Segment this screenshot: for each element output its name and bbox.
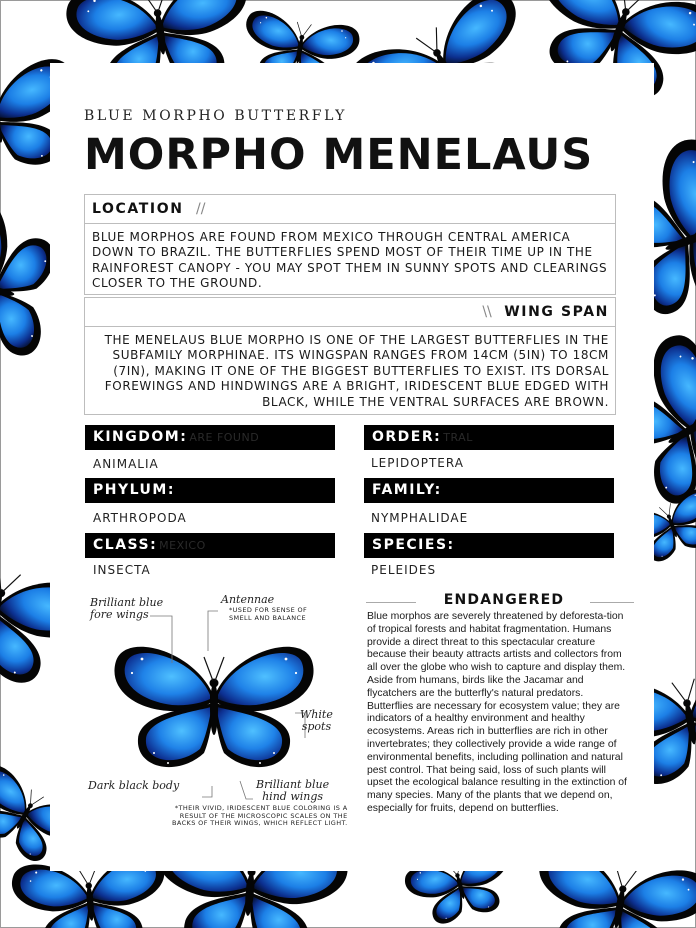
wingspan-header xyxy=(84,297,616,327)
antennae-label: Antennae xyxy=(221,593,275,606)
body-label: Dark black body xyxy=(88,779,180,792)
species-value: PELEIDES xyxy=(371,563,437,577)
wingspan-slash: \\ xyxy=(482,304,492,320)
wingspan-text: THE MENELAUS BLUE MORPHO IS ONE OF THE LARGEST BUTTERFLIES IN THE SUBFAMILY MORPHINAE. ITS WINGSPAN RANGES FROM 14CM (5IN) TO 18CM (7IN), MAKING IT ONE OF THE BIGGEST BUTTERFLIES TO EXIST. ITS DORSAL FOREWINGS AND HINDWINGS ARE A BRIGHT, IRIDESCENT BLUE EDGED WITH BLACK, WHILE THE VENTRAL SURFACES ARE BROWN. xyxy=(104,333,609,409)
poster-card xyxy=(50,63,654,871)
order-label: ORDER: TRAL xyxy=(364,425,614,450)
common-name: BLUE MORPHO BUTTERFLY xyxy=(84,108,347,124)
hind-wings-label: Brilliant blue hind wings xyxy=(256,778,330,803)
wingspan-heading: WING SPAN xyxy=(504,304,609,320)
order-value: LEPIDOPTERA xyxy=(371,456,464,470)
kingdom-label: KINGDOM: ARE FOUND xyxy=(85,425,335,450)
endangered-rule-right xyxy=(590,602,634,603)
kingdom-ghost-text: ARE FOUND xyxy=(189,431,260,444)
location-box xyxy=(84,223,616,295)
white-spots-label: White spots xyxy=(300,708,333,733)
class-ghost-text: MEXICO xyxy=(159,539,206,552)
location-slash: // xyxy=(196,201,206,217)
species-label: SPECIES: xyxy=(364,533,614,558)
phylum-label: PHYLUM: xyxy=(85,478,335,503)
kingdom-value: ANIMALIA xyxy=(93,457,159,471)
diagram-footnote: *THEIR VIVID, IRIDESCENT BLUE COLORING IS A RESULT OF THE MICROSCOPIC SCALES ON THE BACKS OF THEIR WINGS, WHICH REFLECT LIGHT. xyxy=(172,804,348,827)
class-label: CLASS: MEXICO xyxy=(85,533,335,558)
endangered-heading: ENDANGERED xyxy=(443,592,565,608)
order-ghost-text: TRAL xyxy=(443,431,473,444)
antennae-note: *USED FOR SENSE OF SMELL AND BALANCE xyxy=(229,606,308,622)
location-heading: LOCATION xyxy=(92,201,184,217)
endangered-text: Blue morphos are severely threatened by deforesta-tion of tropical forests and habitat fragmentation. Humans provide a direct threat to this spectacular creature because their beauty attracts artists and collectors from all over the globe who wish to capture and display them. Aside from humans, birds like the Jacamar and flycatchers are the butterfly's natural predators. Butterflies are necessary for ecosystem value; they are indicators of a healthy environment and healthy ecosystems. Areas rich in butterflies are rich in other invertebrates; they collectively provide a wide range of environmental benefits, including pollination and natural pest control. That being said, loss of such plants will upset the ecological balance resulting in the extinction of many species. Many of the plants that we depend on, especially for fruits, depend on butterflies. xyxy=(367,611,627,814)
wingspan-box xyxy=(84,326,616,415)
endangered-rule-left xyxy=(366,602,416,603)
class-value: INSECTA xyxy=(93,563,151,577)
page-title: MORPHO MENELAUS xyxy=(84,130,594,180)
family-value: NYMPHALIDAE xyxy=(371,511,469,525)
family-label: FAMILY: xyxy=(364,478,614,503)
location-text: BLUE MORPHOS ARE FOUND FROM MEXICO THROUGH CENTRAL AMERICA DOWN TO BRAZIL. THE BUTTERFLIES SPEND MOST OF THEIR TIME UP IN THE RAINFOREST CANOPY - YOU MAY SPOT THEM IN SUNNY SPOTS AND CLEARINGS CLOSER TO THE GROUND. xyxy=(92,230,608,291)
phylum-value: ARTHROPODA xyxy=(93,511,187,525)
location-header xyxy=(84,194,616,224)
fore-wings-label: Brilliant blue fore wings xyxy=(90,596,164,621)
